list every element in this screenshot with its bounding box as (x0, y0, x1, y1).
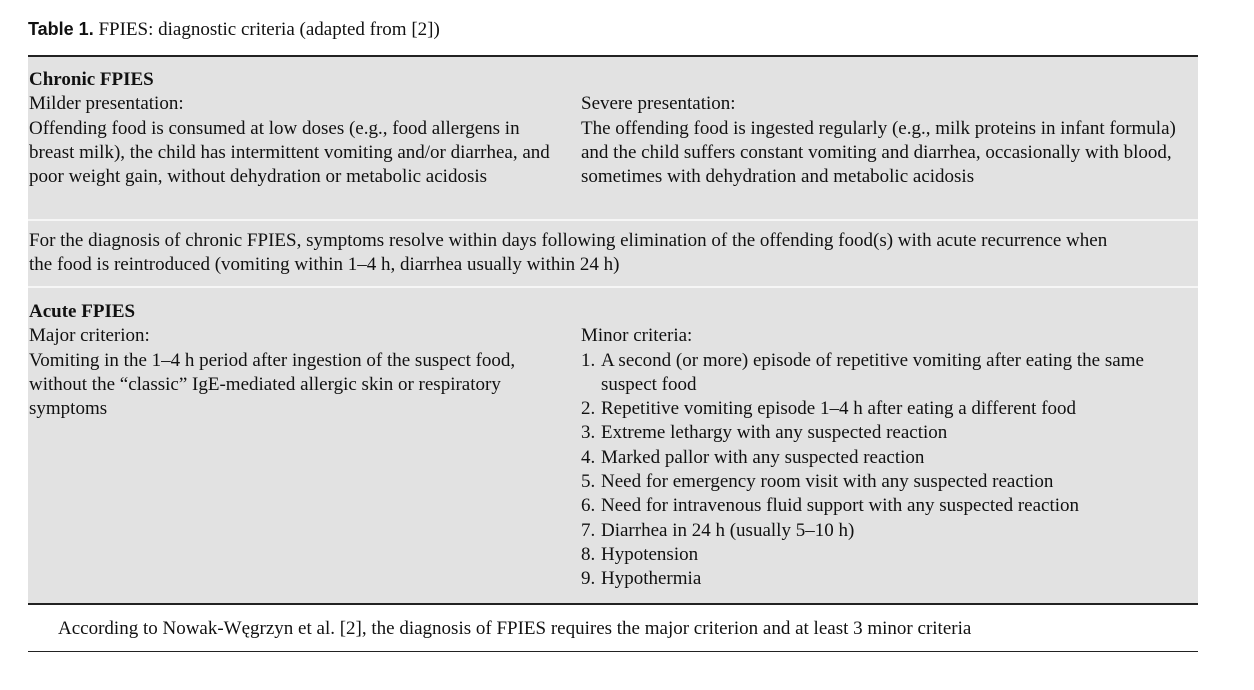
list-item (581, 567, 1196, 591)
severe-title: Severe presentation: (581, 93, 736, 115)
acute-heading: Acute FPIES (29, 301, 136, 322)
chronic-section (29, 68, 569, 189)
severe-section (581, 92, 1191, 189)
item-number: 3. (581, 422, 596, 444)
table-title: FPIES: diagnostic criteria (adapted from [2]) (93, 19, 440, 40)
item-text: Hypotension (601, 543, 699, 565)
list-item (581, 397, 1196, 421)
list-item (581, 421, 1196, 445)
item-text: Hypothermia (601, 568, 702, 590)
item-number: 8. (581, 543, 596, 565)
item-text: Repetitive vomiting episode 1–4 h after eating a different food (601, 398, 1077, 420)
item-text: A second (or more) episode of repetitive vomiting after eating the same suspect food (601, 349, 1144, 395)
minor-title: Minor criteria: (581, 325, 693, 347)
table-label: Table 1. (28, 19, 94, 39)
row-separator (28, 286, 1198, 288)
minor-criteria-list (581, 349, 1196, 592)
bottom-table-rule (28, 603, 1198, 605)
chronic-heading: Chronic FPIES (29, 69, 154, 90)
table-footnote: According to Nowak-Węgrzyn et al. [2], the diagnosis of FPIES requires the major criterion and at least 3 minor criteria (58, 618, 972, 639)
severe-text: The offending food is ingested regularly (e.g., milk proteins in infant formula) and the child suffers constant vomiting and diarrhea, occasionally with blood, sometimes with dehydration and metabolic acidosis (581, 117, 1176, 188)
item-text: Marked pallor with any suspected reaction (601, 446, 925, 468)
item-number: 4. (581, 446, 596, 468)
milder-text: Offending food is consumed at low doses (e.g., food allergens in breast milk), the child has intermittent vomiting and/or diarrhea, and poor weight gain, without dehydration or metabolic acidosis (29, 117, 550, 188)
item-number: 6. (581, 495, 596, 517)
list-item (581, 349, 1196, 398)
item-number: 5. (581, 471, 596, 493)
table-caption (28, 16, 440, 43)
list-item (581, 494, 1196, 518)
item-text: Extreme lethargy with any suspected reaction (601, 422, 948, 444)
item-number: 7. (581, 519, 596, 541)
list-item (581, 446, 1196, 470)
item-text: Diarrhea in 24 h (usually 5–10 h) (601, 519, 855, 541)
item-text: Need for intravenous fluid support with any suspected reaction (601, 495, 1080, 517)
row-separator (28, 219, 1198, 221)
chronic-diagnosis-text: For the diagnosis of chronic FPIES, symptoms resolve within days following elimination of the offending food(s) with acute recurrence when the food is reintroduced (vomiting within 1–4 h, diarrhea usually within 24 h) (29, 230, 1108, 276)
major-title: Major criterion: (29, 325, 150, 347)
list-item (581, 543, 1196, 567)
item-number: 2. (581, 398, 596, 420)
item-number: 1. (581, 349, 596, 371)
major-text: Vomiting in the 1–4 h period after ingestion of the suspect food, without the “classic” IgE-mediated allergic skin or respiratory symptoms (29, 349, 516, 420)
list-item (581, 519, 1196, 543)
chronic-diagnosis (29, 229, 1129, 278)
milder-title: Milder presentation: (29, 93, 184, 115)
acute-section (29, 300, 559, 421)
item-number: 9. (581, 568, 596, 590)
list-item (581, 470, 1196, 494)
item-text: Need for emergency room visit with any suspected reaction (601, 471, 1054, 493)
footnote-rule (28, 651, 1198, 652)
minor-section (581, 324, 1196, 591)
